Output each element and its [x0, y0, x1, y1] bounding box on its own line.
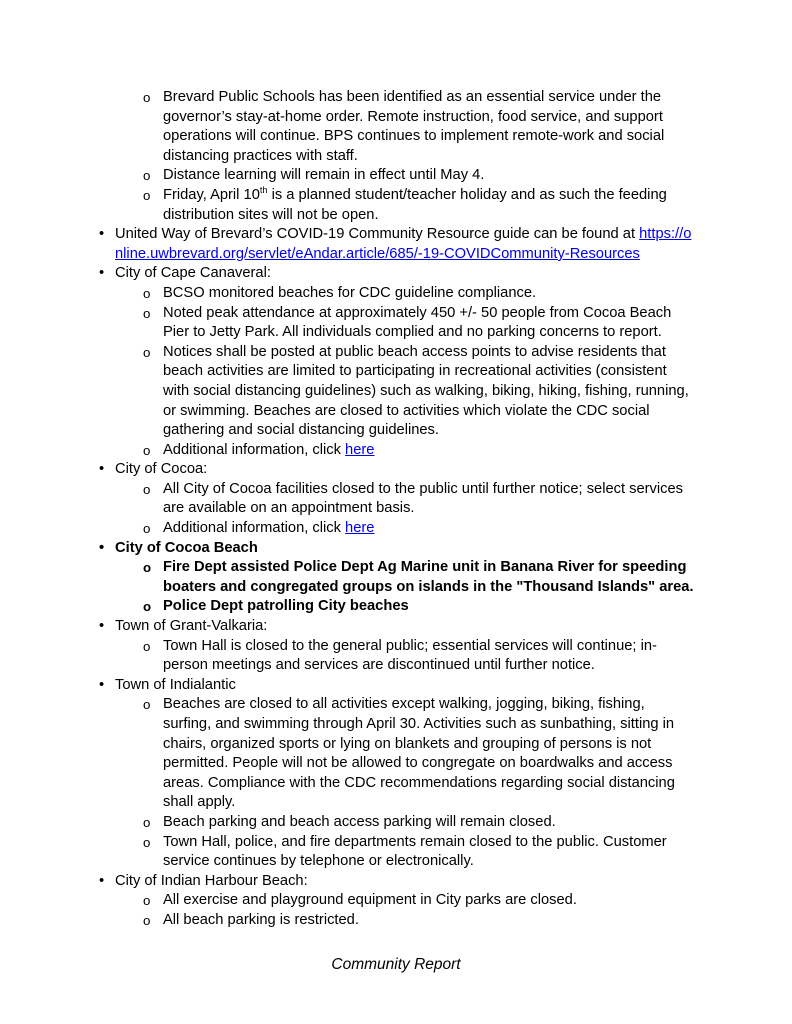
bullet-item — [0, 264, 792, 284]
sub-bullet-marker-icon: o — [143, 893, 151, 909]
cocoa-here-link[interactable]: here — [345, 520, 375, 537]
bullet-marker-icon: • — [99, 618, 105, 635]
bullet-text: City of Indian Harbour Beach: — [115, 872, 308, 889]
sub-bullet-item — [0, 480, 792, 519]
bullet-text: Friday, April 10th is a planned student/teacher holiday and as such the feeding distribution sites will not be open. — [163, 185, 667, 223]
sub-bullet-item — [0, 813, 792, 833]
bullet-text: All beach parking is restricted. — [163, 911, 359, 928]
bullet-text: Distance learning will remain in effect until May 4. — [163, 167, 485, 184]
bullet-text: Town Hall, police, and fire departments remain closed to the public. Customer service continues by telephone or electronically. — [163, 833, 667, 870]
sub-bullet-marker-icon: o — [143, 442, 151, 458]
bullet-marker-icon: • — [99, 265, 105, 282]
sub-bullet-item — [0, 304, 792, 343]
bullet-item — [0, 676, 792, 696]
bullet-item — [0, 539, 792, 559]
bullet-text: Town of Indialantic — [115, 676, 236, 693]
uwbrevard-resource-link[interactable]: https://online.uwbrevard.org/servlet/eAndar.article/685/-19-COVIDCommunity-Resources — [115, 226, 692, 262]
bullet-marker-icon: • — [99, 676, 105, 693]
bullet-list — [0, 88, 792, 931]
bullet-text: City of Cape Canaveral: — [115, 265, 271, 282]
sub-bullet-item — [0, 441, 792, 461]
sub-bullet-marker-icon: o — [143, 834, 151, 850]
sub-bullet-marker-icon: o — [143, 305, 151, 321]
bullet-text: Fire Dept assisted Police Dept Ag Marine unit in Banana River for speeding boaters and congregated groups on islands in the "Thousand Islands" area. — [163, 559, 694, 595]
sub-bullet-item — [0, 186, 792, 225]
sub-bullet-marker-icon: o — [143, 187, 151, 203]
bullet-item — [0, 617, 792, 637]
sub-bullet-item — [0, 637, 792, 676]
page-footer: Community Report — [331, 956, 461, 973]
sub-bullet-marker-icon: o — [143, 912, 151, 928]
bullet-text: Beach parking and beach access parking will remain closed. — [163, 813, 556, 830]
bullet-item — [0, 225, 792, 264]
bullet-text: City of Cocoa Beach — [115, 539, 258, 556]
sub-bullet-item — [0, 891, 792, 911]
bullet-text: United Way of Brevard’s COVID-19 Community Resource guide can be found at https://online.uwbrevard.org/servlet/eAndar.article/685/-19-COVIDCommunity-Resources — [115, 226, 692, 262]
bullet-marker-icon: • — [99, 872, 105, 889]
bullet-item — [0, 460, 792, 480]
sub-bullet-marker-icon: o — [143, 697, 151, 713]
bullet-text: Noted peak attendance at approximately 450 +/- 50 people from Cocoa Beach Pier to Jetty Park. All individuals complied and no parking concerns to report. — [163, 304, 672, 341]
sub-bullet-item — [0, 833, 792, 872]
sub-bullet-item — [0, 911, 792, 931]
sub-bullet-marker-icon: o — [143, 599, 152, 615]
sub-bullet-item — [0, 597, 792, 617]
bullet-text: Police Dept patrolling City beaches — [163, 598, 409, 615]
sub-bullet-item — [0, 284, 792, 304]
sub-bullet-item — [0, 343, 792, 441]
sub-bullet-marker-icon: o — [143, 638, 151, 654]
bullet-text: Beaches are closed to all activities except walking, jogging, biking, fishing, surfing, and swimming through April 30. Activities such as sunbathing, sitting in chairs, organized sports or lying on blankets and grouping of persons is not permitted. People will not be allowed to congregate on boardwalks and access areas. Compliance with the CDC recommendations regarding social distancing shall apply. — [163, 696, 675, 811]
bullet-text: Notices shall be posted at public beach access points to advise residents that beach activities are limited to participating in recreational activities (consistent with social distancing guidelines) such as walking, biking, hiking, fishing, running, or swimming. Beaches are closed to activities which violate the CDC social gathering and social distancing guidelines. — [163, 343, 689, 439]
sub-bullet-marker-icon: o — [143, 344, 151, 360]
bullet-text: All City of Cocoa facilities closed to the public until further notice; select services are available on an appointment basis. — [163, 480, 684, 517]
sub-bullet-item — [0, 166, 792, 186]
bullet-text: City of Cocoa: — [115, 461, 208, 478]
sub-bullet-item — [0, 88, 792, 166]
bullet-text: Town of Grant-Valkaria: — [115, 618, 268, 635]
document-body — [0, 88, 792, 931]
sub-bullet-item — [0, 519, 792, 539]
sub-bullet-marker-icon: o — [143, 90, 151, 105]
bullet-marker-icon: • — [99, 226, 105, 243]
sub-bullet-marker-icon: o — [143, 521, 151, 537]
bullet-text: BCSO monitored beaches for CDC guideline compliance. — [163, 284, 537, 301]
bullet-text: All exercise and playground equipment in City parks are closed. — [163, 892, 577, 909]
bullet-text: Town Hall is closed to the general public; essential services will continue; in-person meetings and services are discontinued until further notice. — [163, 637, 657, 674]
bullet-text: Additional information, click here — [163, 520, 375, 537]
bullet-marker-icon: • — [99, 539, 105, 556]
sub-bullet-item — [0, 558, 792, 597]
sub-bullet-marker-icon: o — [143, 285, 151, 301]
bullet-text: Brevard Public Schools has been identified as an essential service under the governor’s stay-at-home order. Remote instruction, food service, and support operations will continue. BPS continues to implement remote-work and social distancing practices with staff. — [163, 89, 665, 164]
sub-bullet-marker-icon: o — [143, 168, 151, 184]
sub-bullet-marker-icon: o — [143, 814, 151, 830]
cape-canaveral-here-link[interactable]: here — [345, 441, 375, 458]
bullet-marker-icon: • — [99, 461, 105, 478]
sub-bullet-marker-icon: o — [143, 560, 152, 576]
sub-bullet-marker-icon: o — [143, 481, 151, 497]
sub-bullet-item — [0, 695, 792, 813]
bullet-text: Additional information, click here — [163, 441, 375, 458]
bullet-item — [0, 872, 792, 892]
